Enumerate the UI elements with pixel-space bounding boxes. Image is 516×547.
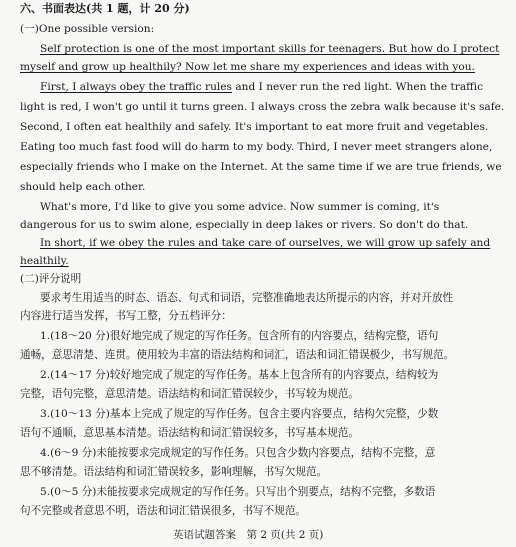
essay-p4-line1: In short, if we obey the rules and take care of ourselves, we will grow up safely and xyxy=(40,237,491,249)
level-4-line1: 4.(6～9 分)未能按要求完成规定的写作任务。只包含少数内容要点，结构不完整，意 xyxy=(40,447,436,459)
essay-p2-line1 xyxy=(40,80,483,94)
essay-p1-line2: myself and grow up healthily? Now let me share my experiences and ideas with you. xyxy=(20,61,475,73)
version-heading: (一)One possible version: xyxy=(20,23,155,35)
essay-p1-line1: Self protection is one of the most important skills for teenagers. But how do I protect xyxy=(40,43,500,55)
level-5-line2: 句不完整或者意思不明，语法和词汇错误很多，书写不规范。 xyxy=(20,505,307,517)
level-4-line2: 思不够清楚。语法结构和词汇错误较多，影响理解，书写欠规范。 xyxy=(20,466,328,478)
essay-p2-rest: and I never run the red light. When the traffic xyxy=(232,81,484,93)
level-1-line2: 通畅，意思清楚、连贯。使用较为丰富的语法结构和词汇，语法和词汇错误极少，书写规范。 xyxy=(20,349,455,361)
level-2-line2: 完整，语句完整，意思清楚。语法结构和词汇错误较少，书写较为规范。 xyxy=(20,388,359,400)
level-2-line1: 2.(14～17 分)较好地完成了规定的写作任务。基本上包含所有的内容要点，结构较为 xyxy=(40,369,439,381)
essay-p3-line2: dangerous for us to swim alone, especially in deep lakes or rivers. So don't do that. xyxy=(20,219,469,231)
scoring-heading: (二)评分说明 xyxy=(20,273,82,285)
level-3-line2: 语句不通顺，意思基本清楚。语法结构和词汇错误较多，书写基本规范。 xyxy=(20,427,359,439)
essay-p2-line3: Second, I often eat healthily and safely. It's important to eat more fruit and vegetables. xyxy=(20,121,489,133)
page-footer: 英语试题答案 第 2 页(共 2 页) xyxy=(173,529,324,541)
section-title: 六、书面表达(共 1 题，计 20 分) xyxy=(20,2,190,15)
scoring-intro-line1: 要求考生用适当的时态、语态、句式和词语，完整准确地表达所提示的内容，并对开放性 xyxy=(40,292,454,304)
essay-p4-line2: healthily. xyxy=(20,255,69,267)
essay-p2-line2: light is red, I won't go until it turns green. I always cross the zebra walk because it's safe. xyxy=(20,101,505,113)
essay-p2-underlined: First, I always obey the traffic rules xyxy=(40,81,232,93)
level-3-line1: 3.(10～13 分)基本上完成了规定的写作任务。包含主要内容要点，结构欠完整，少数 xyxy=(40,408,439,420)
level-1-line1: 1.(18～20 分)很好地完成了规定的写作任务。包含所有的内容要点，结构完整，语句 xyxy=(40,330,439,342)
essay-p2-line6: should help each other. xyxy=(20,181,146,193)
level-5-line1: 5.(0～5 分)未能按要求完成规定的写作任务。只写出个别要点，结构不完整，多数语 xyxy=(40,486,436,498)
essay-p2-line4: Eating too much fast food will do harm to my body. Third, I never meet strangers alone, xyxy=(20,141,493,153)
essay-p3-line1: What's more, I'd like to give you some advice. Now summer is coming, it's xyxy=(40,201,440,213)
essay-p2-line5: especially friends who I make on the Internet. At the same time if we are true friends, we xyxy=(20,161,502,173)
scoring-intro-line2: 内容进行适当发挥，书写工整，分五档评分： xyxy=(20,310,232,322)
